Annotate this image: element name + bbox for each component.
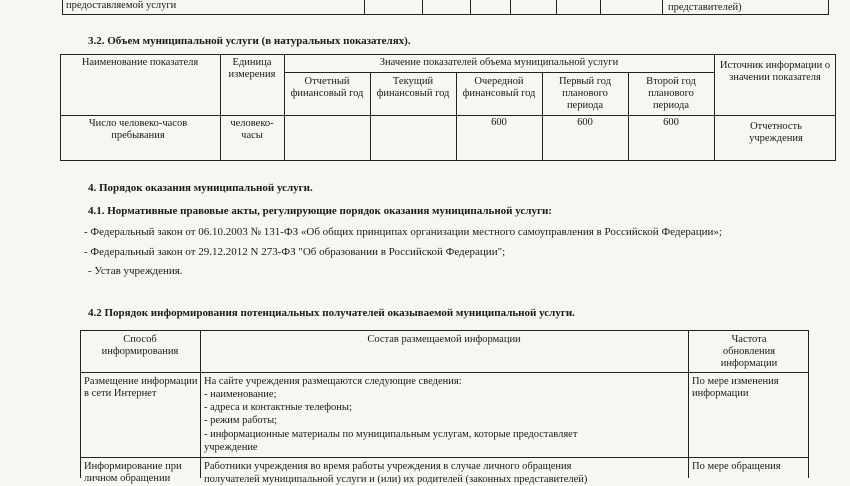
section-4-1-heading: 4.1. Нормативные правовые акты, регулирующие порядок оказания муниципальной услуги: bbox=[88, 205, 552, 217]
row-content-line: учреждение bbox=[204, 442, 258, 453]
sub-col-reporting-year: Отчетный финансовый год bbox=[290, 76, 364, 99]
row-source: Отчетность учреждения bbox=[749, 121, 803, 144]
legal-act-item: - Устав учреждения. bbox=[88, 265, 183, 277]
row-unit: человеко-часы bbox=[230, 118, 274, 141]
section-4-2-heading: 4.2 Порядок информирования потенциальных получателей оказываемой муниципальной услуги. bbox=[88, 307, 575, 319]
row-content-line: получателей муниципальной услуги и (или) их родителей (законных представителей) bbox=[204, 474, 588, 485]
row-method: Размещение информации в сети Интернет bbox=[84, 376, 198, 399]
col-header-frequency: Частота обновления информации bbox=[720, 334, 778, 369]
row-content-line: - режим работы; bbox=[204, 415, 278, 426]
row-frequency: По мере изменения информации bbox=[692, 376, 779, 399]
col-header-method: Способ информирования bbox=[101, 334, 179, 357]
row-content-line: На сайте учреждения размещаются следующие сведения: bbox=[204, 376, 462, 387]
legal-act-item: - Федеральный закон от 06.10.2003 № 131-ФЗ «Об общих принципах организации местного самоуправления в Российской Федерации»; bbox=[84, 226, 722, 238]
row-frequency: По мере обращения bbox=[692, 461, 781, 472]
sub-col-next-year: Очередной финансовый год bbox=[462, 76, 536, 99]
row-value-plan2: 600 bbox=[663, 117, 679, 128]
section-3-2-heading: 3.2. Объем муниципальной услуги (в натуральных показателях). bbox=[88, 35, 411, 47]
legal-act-item: - Федеральный закон от 29.12.2012 N 273-ФЗ "Об образовании в Российской Федерации"; bbox=[84, 246, 506, 258]
sub-col-second-plan-year: Второй год планового периода bbox=[646, 76, 696, 111]
sub-col-current-year: Текущий финансовый год bbox=[376, 76, 450, 99]
row-content-line: Работники учреждения во время работы учреждения в случае личного обращения bbox=[204, 461, 572, 472]
top-fragment-left-text: предоставляемой услуги bbox=[66, 0, 177, 11]
row-method: Информирование при личном обращении bbox=[84, 461, 182, 484]
row-value-next: 600 bbox=[491, 117, 507, 128]
sub-col-first-plan-year: Первый год планового периода bbox=[558, 76, 612, 111]
col-header-value-group: Значение показателей объема муниципальной услуги bbox=[379, 57, 619, 68]
row-content-line: - информационные материалы по муниципальным услугам, которые предоставляет bbox=[204, 429, 578, 440]
col-header-unit: Единица измерения bbox=[228, 57, 276, 80]
col-header-content: Состав размещаемой информации bbox=[367, 334, 521, 345]
col-header-name: Наименование показателя bbox=[81, 57, 199, 68]
row-content-line: - адреса и контактные телефоны; bbox=[204, 402, 352, 413]
row-content-line: - наименование; bbox=[204, 389, 277, 400]
col-header-source: Источник информации о значении показателя bbox=[719, 60, 831, 83]
row-value-plan1: 600 bbox=[577, 117, 593, 128]
row-indicator-name: Число человеко-часов пребывания bbox=[88, 118, 188, 141]
section-4-heading: 4. Порядок оказания муниципальной услуги. bbox=[88, 182, 313, 194]
top-fragment-right-text: представителей) bbox=[668, 2, 742, 13]
